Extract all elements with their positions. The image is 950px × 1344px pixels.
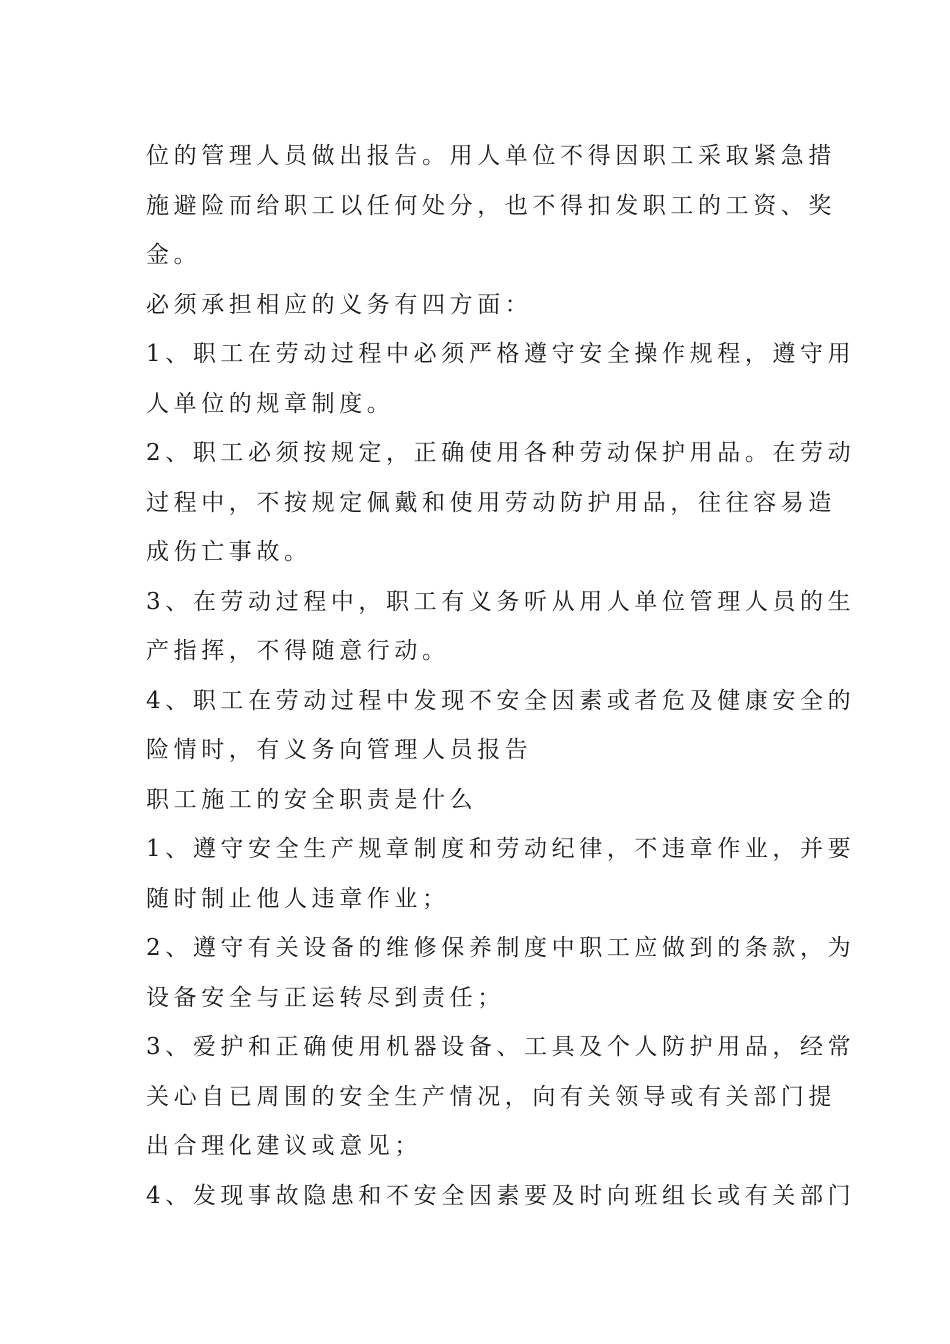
document-body: [146, 132, 856, 1221]
text-line: 险情时，有义务向管理人员报告: [146, 737, 533, 763]
text-line: 施避险而给职工以任何处分，也不得扣发职工的工资、奖: [146, 192, 836, 219]
text-line: 关心自已周围的安全生产情况，向有关领导或有关部门提: [146, 1083, 836, 1110]
text-line: 3、爱护和正确使用机器设备、工具及个人防护用品，经常: [146, 1034, 856, 1060]
text-line: 1、遵守安全生产规章制度和劳动纪律，不违章作业，并要: [146, 836, 856, 862]
text-line: 随时制止他人违章作业；: [146, 885, 450, 912]
text-line: 位的管理人员做出报告。用人单位不得因职工采取紧急措: [146, 143, 836, 169]
text-line: 3、在劳动过程中，职工有义务听从用人单位管理人员的生: [146, 588, 856, 615]
text-line: 2、遵守有关设备的维修保养制度中职工应做到的条款，为: [146, 935, 856, 961]
text-line: 4、职工在劳动过程中发现不安全因素或者危及健康安全的: [146, 687, 856, 714]
text-line: 设备安全与正运转尽到责任；: [146, 984, 505, 1011]
section-heading: 职工施工的安全职责是什么: [146, 786, 478, 813]
text-line: 金。: [146, 242, 202, 268]
text-line: 过程中，不按规定佩戴和使用劳动防护用品，往往容易造: [146, 489, 836, 516]
section-heading: 必须承担相应的义务有四方面：: [146, 291, 533, 318]
text-line: 成伤亡事故。: [146, 539, 312, 565]
text-line: 人单位的规章制度。: [146, 390, 395, 417]
text-line: 产指挥，不得随意行动。: [146, 638, 450, 664]
text-line: 1、职工在劳动过程中必须严格遵守安全操作规程，遵守用: [146, 341, 856, 367]
text-line: 出合理化建议或意见；: [146, 1133, 422, 1159]
text-line: 4、发现事故隐患和不安全因素要及时向班组长或有关部门: [146, 1182, 856, 1209]
text-line: 2、职工必须按规定，正确使用各种劳动保护用品。在劳动: [146, 440, 856, 466]
